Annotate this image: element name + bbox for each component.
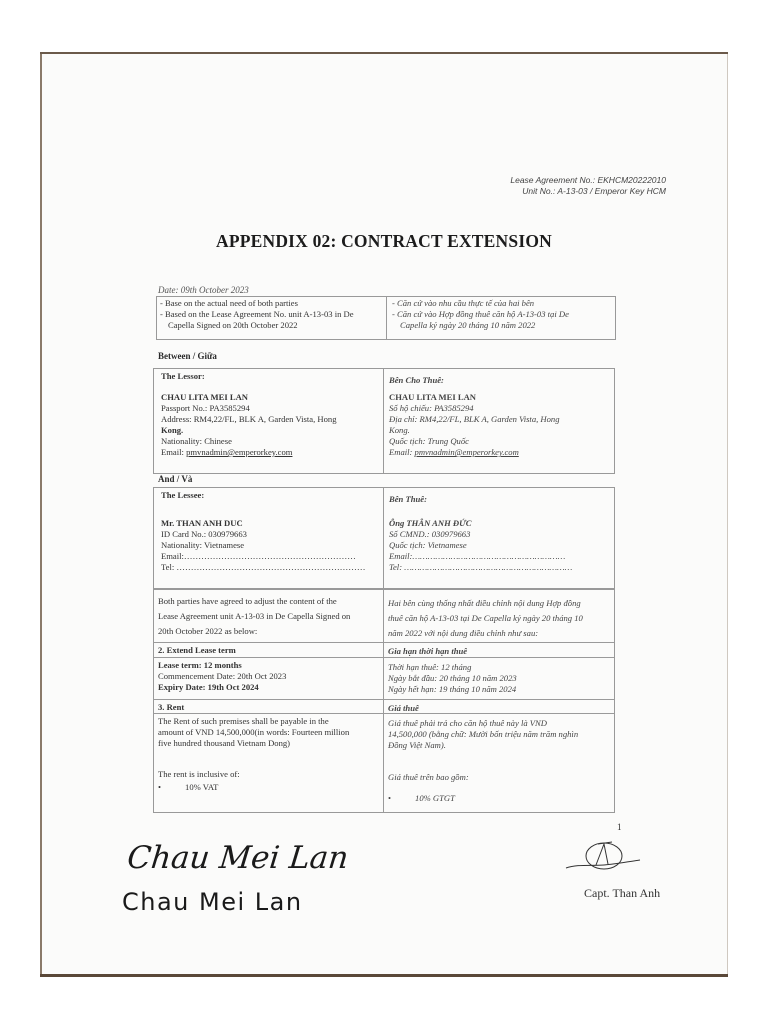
agreement-en: Both parties have agreed to adjust the content of the Lease Agreement unit A-13-03 in De Capella Signed on 20th October 2022 as below:	[158, 596, 351, 636]
document-title: APPENDIX 02: CONTRACT EXTENSION	[216, 231, 552, 251]
lessor-email-vi-link[interactable]: pmvnadmin@emperorkey.com	[414, 447, 519, 457]
page-number: 1	[617, 822, 622, 832]
bullet-icon: •	[158, 782, 162, 792]
extend-heading-en: 2. Extend Lease term	[158, 645, 236, 655]
rent-heading-en: 3. Rent	[158, 702, 185, 712]
lessee-printed-signature: Capt. Than Anh	[584, 886, 661, 900]
lease-ref: Lease Agreement No.: EKHCM20222010	[510, 175, 666, 185]
page-edge-right	[727, 54, 728, 974]
rent-text-en: The Rent of such premises shall be payable in the amount of VND 14,500,000(in words: Fourteen million five hundred thousand Vietnam Dong)	[158, 716, 350, 748]
rent-text-vi: Giá thuê phải trả cho căn hộ thuê này là VND 14,500,000 (bằng chữ: Mười bốn triệu năm trăm nghìn Đồng Việt Nam).	[388, 718, 579, 750]
rent-inclusive-vi: Giá thuê trên bao gồm:	[388, 772, 469, 782]
page-edge-left	[40, 54, 42, 974]
basis-vi: - Căn cứ vào nhu cầu thực tế của hai bên - Căn cứ vào Hợp đồng thuê căn hộ A-13-03 tại De Capella ký ngày 20 tháng 10 năm 2022	[392, 298, 569, 330]
basis-en: - Base on the actual need of both parties - Based on the Lease Agreement No. unit A-13-03 in De Capella Signed on 20th October 2022	[160, 298, 354, 330]
rent-inclusive-en: The rent is inclusive of:	[158, 769, 240, 779]
agreement-vi: Hai bên cùng thống nhất điều chỉnh nội dung Hợp đồng thuê căn hộ A-13-03 tại De Capella ký ngày 20 tháng 10 năm 2022 với nội dung điều chỉnh như sau:	[388, 598, 583, 638]
extend-vi: Thời hạn thuê: 12 tháng Ngày bắt đầu: 20 tháng 10 năm 2023 Ngày hết hạn: 19 tháng 10 năm 2024	[388, 662, 517, 694]
vat-en-item: • 10% VAT	[158, 782, 219, 792]
svg-text:Chau Mei Lan: Chau Mei Lan	[125, 840, 351, 876]
extend-en: Lease term: 12 months Commencement Date: 20th Oct 2023 Expiry Date: 19th Oct 2024	[158, 660, 287, 692]
lessor-signature-image	[125, 834, 351, 880]
lessee-vi: Bên Thuê: Ông THÂN ANH ĐỨC Số CMND.: 030979663 Quốc tịch: Vietnamese Email:…………………………………………………… Tel: …………………………………………………………	[389, 494, 573, 572]
vat-vi-item: • 10% GTGT	[388, 793, 455, 803]
document-date: Date: 09th October 2023	[158, 285, 249, 295]
lessee-en: The Lessee: Mr. THAN ANH DUC ID Card No.: 030979663 Nationality: Vietnamese Email:…………………………………………………… Tel: …………………………………………………………	[161, 490, 366, 572]
lessee-signature-image	[560, 838, 650, 878]
lessor-email-link[interactable]: pmvnadmin@emperorkey.com	[186, 447, 293, 457]
bullet-icon: •	[388, 793, 392, 803]
rent-heading-vi: Giá thuê	[388, 703, 419, 713]
lessor-printed-signature: Chau Mei Lan	[122, 888, 303, 916]
between-label: Between / Giữa	[158, 351, 217, 361]
lessor-en: The Lessor: CHAU LITA MEI LAN Passport No.: PA3585294 Address: RM4,22/FL, BLK A, Garden Vista, Hong Kong. Nationality: Chinese Email: pmvnadmin@emperorkey.com	[161, 371, 337, 457]
lessor-vi: Bên Cho Thuê: CHAU LITA MEI LAN Số hộ chiếu: PA3585294 Địa chỉ: RM4,22/FL, BLK A, Garden Vista, Hong Kong. Quốc tịch: Trung Quốc Email: pmvnadmin@emperorkey.com	[389, 375, 560, 457]
and-label: And / Và	[158, 474, 193, 484]
unit-ref: Unit No.: A-13-03 / Emperor Key HCM	[522, 186, 666, 196]
extend-heading-vi: Gia hạn thời hạn thuê	[388, 646, 468, 656]
